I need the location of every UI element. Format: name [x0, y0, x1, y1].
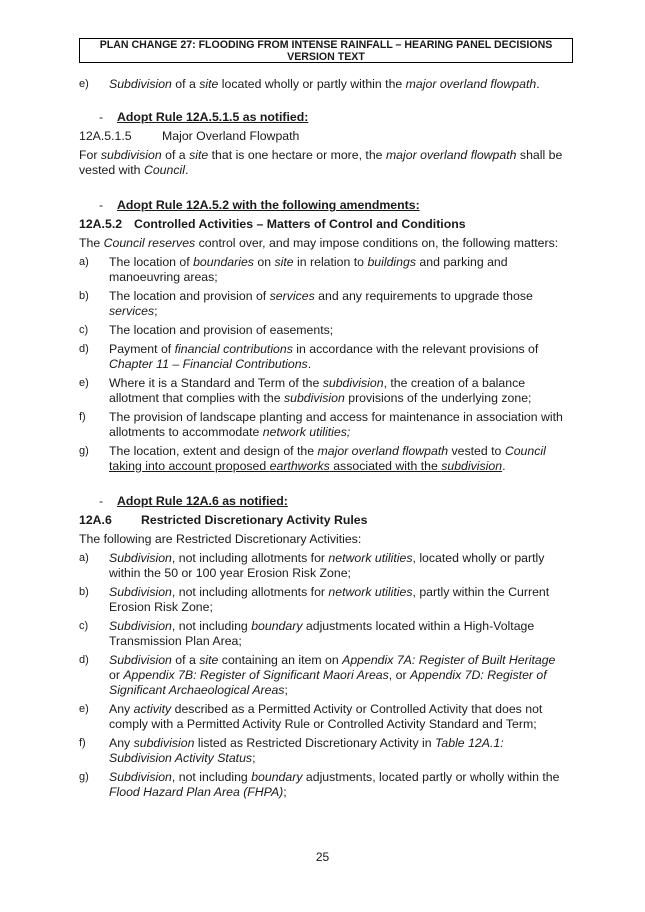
list-item: d) Payment of financial contributions in accordance with the relevant provisions of Chapter 11 – Financial Contributions.	[79, 342, 539, 371]
amendment-heading: - Adopt Rule 12A.5.2 with the following amendments:	[99, 198, 420, 212]
list-item: e) Any activity described as a Permitted Activity or Controlled Activity that does not comply with a Permitted Activity Rule or Controlled Activity Standard and Term;	[79, 702, 543, 731]
list-item: g) The location, extent and design of the major overland flowpath vested to Council taking into account proposed earthworks associated with the subdivision.	[79, 444, 546, 473]
header-line-1: PLAN CHANGE 27: FLOODING FROM INTENSE RAINFALL – HEARING PANEL DECISIONS	[99, 39, 553, 51]
inserted-text: subdivision	[441, 459, 503, 473]
inserted-text: taking into account proposed	[109, 459, 270, 473]
list-item: e) Subdivision of a site located wholly or partly within the major overland flowpath.	[79, 77, 540, 91]
section-title: 12A.6 Restricted Discretionary Activity Rules	[79, 513, 368, 527]
paragraph: The following are Restricted Discretionary Activities:	[79, 532, 362, 546]
inserted-text: earthworks	[269, 459, 330, 473]
list-item: e) Where it is a Standard and Term of the subdivision, the creation of a balance allotment that complies with the subdivision provisions of the underlying zone;	[79, 376, 532, 405]
list-item: f) Any subdivision listed as Restricted Discretionary Activity in Table 12A.1: Subdivision Activity Status;	[79, 736, 504, 765]
amendment-heading: - Adopt Rule 12A.6 as notified:	[99, 494, 288, 508]
list-item: f) The provision of landscape planting and access for maintenance in association with allotments to accommodate network utilities;	[79, 410, 563, 439]
amendment-heading: - Adopt Rule 12A.5.1.5 as notified:	[99, 110, 309, 124]
document-body	[79, 77, 569, 804]
inserted-text: associated with the	[329, 459, 442, 473]
document-header	[79, 38, 573, 63]
list-item: g) Subdivision, not including boundary adjustments, located partly or wholly within the Flood Hazard Plan Area (FHPA);	[79, 770, 560, 799]
page-number: 25	[315, 850, 330, 864]
list-item: b) The location and provision of services and any requirements to upgrade those services;	[79, 289, 533, 318]
list-item: d) Subdivision of a site containing an item on Appendix 7A: Register of Built Heritage or Appendix 7B: Register of Significant Maori Areas, or Appendix 7D: Register of Significant Archaeological Areas;	[79, 653, 556, 697]
header-line-2: VERSION TEXT	[287, 50, 365, 63]
list-item: c) Subdivision, not including boundary adjustments located within a High-Voltage Transmission Plan Area;	[79, 619, 535, 648]
list-item: c) The location and provision of easements;	[79, 323, 334, 337]
list-item: a) The location of boundaries on site in relation to buildings and parking and manoeuvring areas;	[79, 255, 508, 284]
paragraph: The Council reserves control over, and may impose conditions on, the following matters:	[79, 236, 559, 250]
rule-title: 12A.5.1.5 Major Overland Flowpath	[79, 129, 300, 143]
paragraph: For subdivision of a site that is one hectare or more, the major overland flowpath shall be vested with Council.	[79, 148, 563, 177]
list-item: a) Subdivision, not including allotments for network utilities, located wholly or partly within the 50 or 100 year Erosion Risk Zone;	[79, 551, 545, 580]
section-title: 12A.5.2 Controlled Activities – Matters of Control and Conditions	[79, 217, 466, 231]
list-item: b) Subdivision, not including allotments for network utilities, partly within the Current Erosion Risk Zone;	[79, 585, 550, 614]
